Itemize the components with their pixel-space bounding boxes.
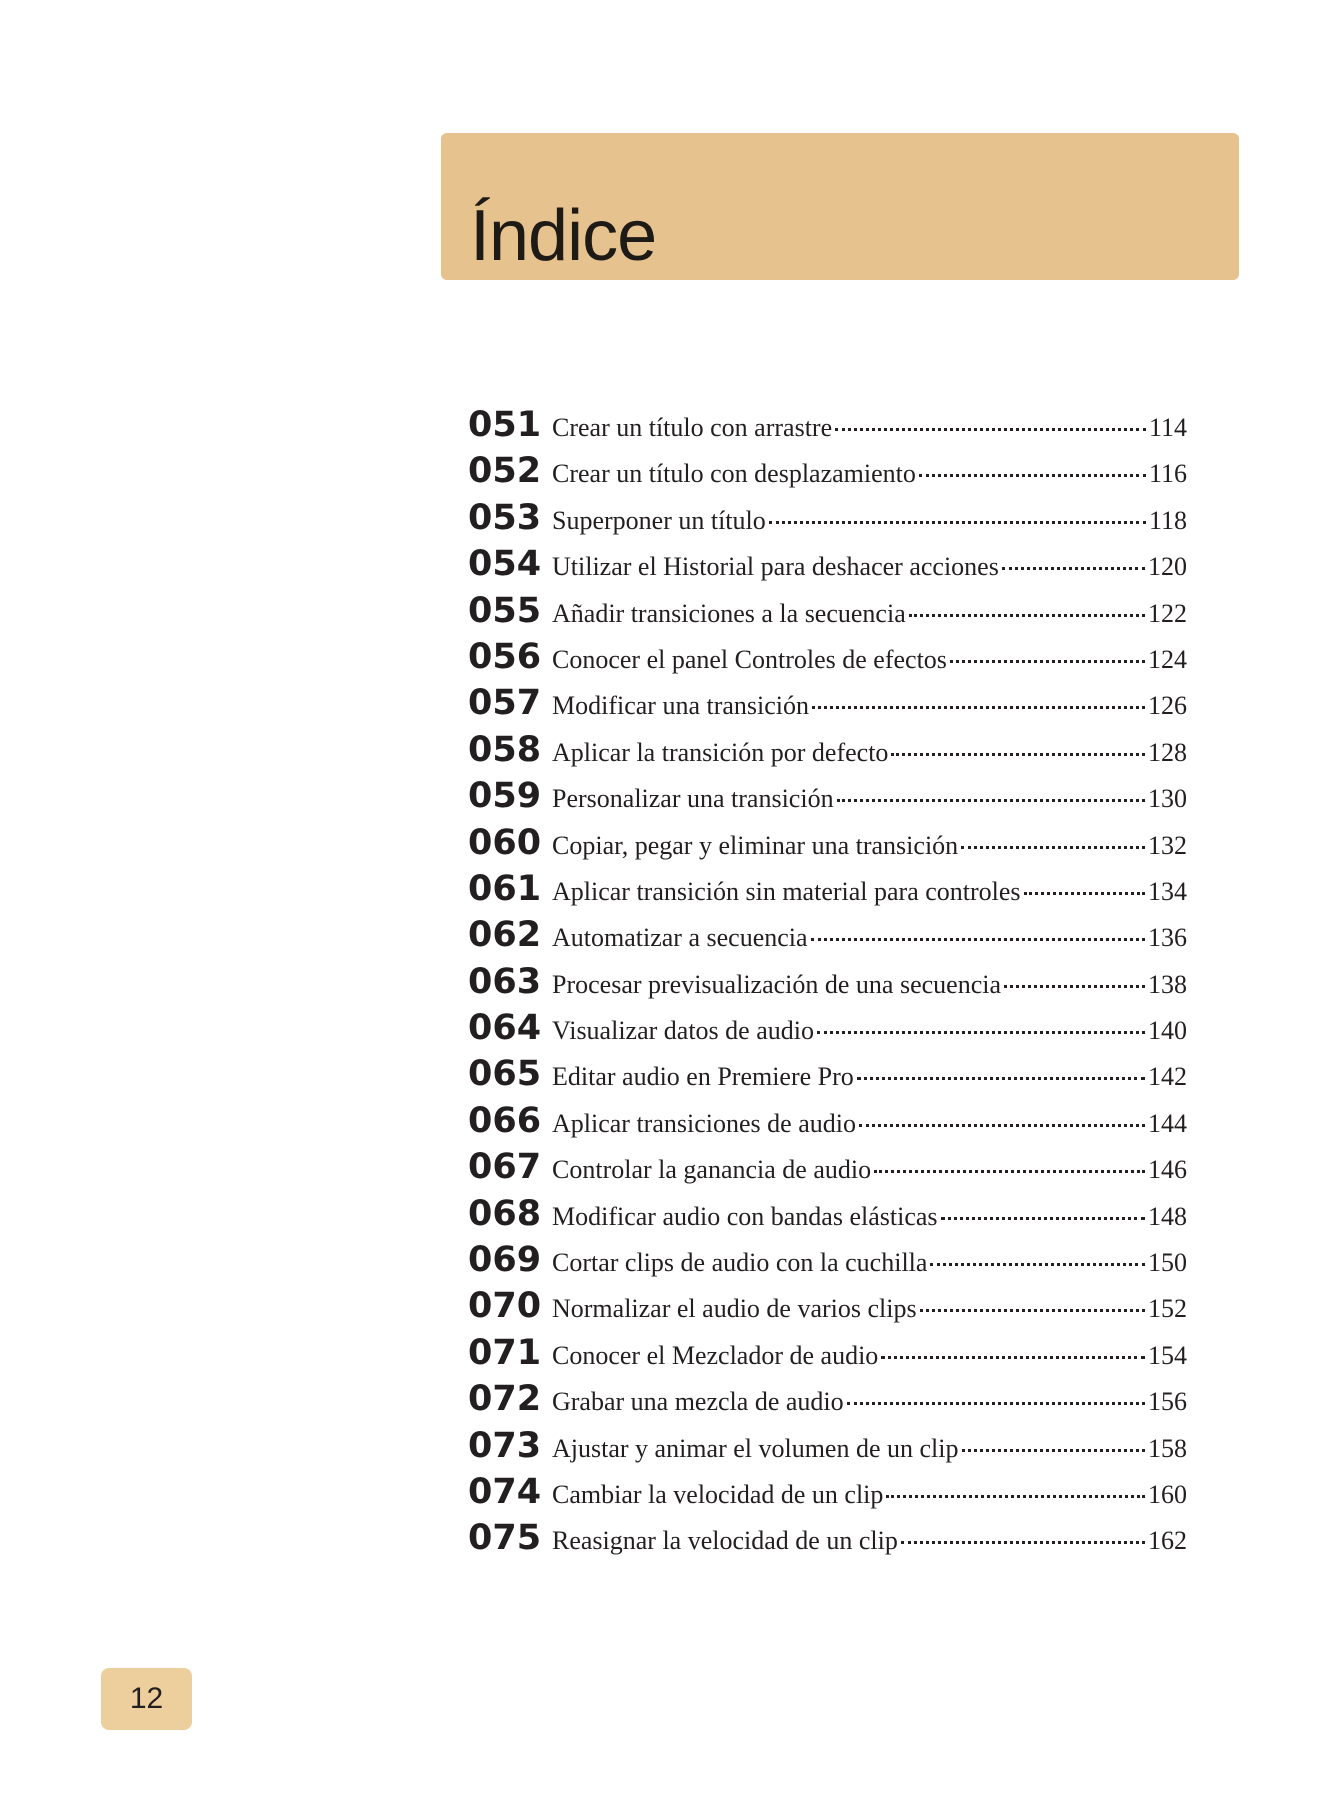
toc-entry-page: 154 xyxy=(1148,1340,1187,1370)
toc-entry-number: 058 xyxy=(468,729,542,770)
toc-entry-title: Automatizar a secuencia xyxy=(552,923,808,953)
toc-entry-number: 067 xyxy=(468,1147,542,1188)
toc-entry-number: 066 xyxy=(468,1100,542,1141)
table-of-contents xyxy=(468,405,1187,1565)
toc-entry-number: 055 xyxy=(468,590,542,631)
toc-entry-number: 071 xyxy=(468,1332,542,1373)
toc-dot-leader xyxy=(837,799,1145,802)
toc-dot-leader xyxy=(812,706,1145,709)
toc-entry-title: Conocer el panel Controles de efectos xyxy=(552,644,947,674)
toc-entry-title: Cambiar la velocidad de un clip xyxy=(552,1479,884,1509)
toc-entry-page: 156 xyxy=(1148,1387,1187,1417)
toc-entry-title: Añadir transiciones a la secuencia xyxy=(552,598,906,628)
toc-dot-leader xyxy=(961,846,1145,849)
toc-entry[interactable] xyxy=(468,637,1187,683)
toc-entry-page: 114 xyxy=(1148,413,1187,442)
toc-entry-page: 146 xyxy=(1148,1155,1187,1185)
toc-entry-number: 056 xyxy=(468,636,542,677)
toc-entry-title: Conocer el Mezclador de audio xyxy=(552,1340,879,1370)
toc-dot-leader xyxy=(886,1495,1145,1498)
toc-entry[interactable] xyxy=(468,451,1187,497)
toc-entry-title: Ajustar y animar el volumen de un clip xyxy=(552,1433,959,1463)
toc-entry-number: 060 xyxy=(468,822,542,863)
toc-entry[interactable] xyxy=(468,776,1187,822)
toc-entry-page: 118 xyxy=(1148,505,1187,535)
toc-entry[interactable] xyxy=(468,1008,1187,1054)
toc-entry[interactable] xyxy=(468,1147,1187,1193)
toc-entry[interactable] xyxy=(468,1286,1187,1332)
toc-entry-number: 075 xyxy=(468,1518,542,1559)
toc-entry-title: Modificar audio con bandas elásticas xyxy=(552,1201,938,1231)
toc-entry[interactable] xyxy=(468,1054,1187,1100)
toc-entry-number: 052 xyxy=(468,451,542,492)
toc-entry-number: 062 xyxy=(468,915,542,956)
toc-entry[interactable] xyxy=(468,1194,1187,1240)
toc-dot-leader xyxy=(962,1449,1145,1452)
toc-entry-number: 064 xyxy=(468,1008,542,1049)
toc-entry[interactable] xyxy=(468,683,1187,729)
toc-dot-leader xyxy=(1002,567,1145,570)
title-banner xyxy=(441,133,1239,280)
toc-entry-title: Aplicar transiciones de audio xyxy=(552,1108,856,1138)
toc-entry-page: 136 xyxy=(1148,923,1187,953)
toc-entry-page: 144 xyxy=(1148,1108,1187,1138)
toc-dot-leader xyxy=(817,1031,1145,1034)
toc-entry[interactable] xyxy=(468,730,1187,776)
toc-entry-number: 054 xyxy=(468,544,542,585)
page-title: Índice xyxy=(470,196,657,276)
toc-entry-title: Crear un título con arrastre xyxy=(552,413,833,442)
toc-entry[interactable] xyxy=(468,1426,1187,1472)
toc-entry-number: 059 xyxy=(468,776,542,817)
toc-entry-number: 072 xyxy=(468,1379,542,1420)
toc-dot-leader xyxy=(901,1541,1145,1544)
toc-dot-leader xyxy=(919,474,1146,477)
toc-entry-title: Controlar la ganancia de audio xyxy=(552,1155,872,1185)
toc-dot-leader xyxy=(1024,892,1145,895)
toc-entry-page: 126 xyxy=(1148,691,1187,721)
toc-entry[interactable] xyxy=(468,1518,1187,1564)
toc-dot-leader xyxy=(859,1124,1145,1127)
toc-entry[interactable] xyxy=(468,1240,1187,1286)
toc-dot-leader xyxy=(881,1356,1145,1359)
toc-entry[interactable] xyxy=(468,544,1187,590)
toc-entry-page: 140 xyxy=(1148,1016,1187,1046)
toc-entry-page: 128 xyxy=(1148,737,1187,767)
toc-entry-number: 057 xyxy=(468,683,542,724)
toc-entry-title: Procesar previsualización de una secuencia xyxy=(552,969,1002,999)
toc-entry-title: Visualizar datos de audio xyxy=(552,1016,814,1046)
toc-entry-number: 074 xyxy=(468,1471,542,1512)
toc-entry[interactable] xyxy=(468,962,1187,1008)
toc-entry-number: 073 xyxy=(468,1425,542,1466)
toc-entry-number: 051 xyxy=(468,405,542,445)
toc-dot-leader xyxy=(941,1217,1145,1220)
toc-entry-page: 132 xyxy=(1148,830,1187,860)
toc-dot-leader xyxy=(909,614,1145,617)
toc-entry-title: Copiar, pegar y eliminar una transición xyxy=(552,830,959,860)
toc-dot-leader xyxy=(835,428,1146,431)
toc-entry-number: 070 xyxy=(468,1286,542,1327)
toc-entry[interactable] xyxy=(468,498,1187,544)
toc-entry-title: Normalizar el audio de varios clips xyxy=(552,1294,917,1324)
toc-entry-page: 130 xyxy=(1148,784,1187,814)
toc-entry-page: 142 xyxy=(1148,1062,1187,1092)
toc-entry-page: 134 xyxy=(1148,876,1187,906)
toc-entry-title: Superponer un título xyxy=(552,505,766,535)
toc-entry-number: 061 xyxy=(468,868,542,909)
toc-entry-title: Personalizar una transición xyxy=(552,784,834,814)
toc-entry-title: Aplicar transición sin material para controles xyxy=(552,876,1021,906)
toc-entry-title: Modificar una transición xyxy=(552,691,810,721)
toc-entry[interactable] xyxy=(468,591,1187,637)
toc-entry-title: Crear un título con desplazamiento xyxy=(552,459,916,489)
toc-entry-title: Aplicar la transición por defecto xyxy=(552,737,889,767)
toc-dot-leader xyxy=(891,753,1145,756)
toc-entry-page: 158 xyxy=(1148,1433,1187,1463)
toc-entry-page: 162 xyxy=(1148,1526,1187,1556)
toc-entry[interactable] xyxy=(468,869,1187,915)
toc-dot-leader xyxy=(920,1309,1145,1312)
toc-entry-page: 138 xyxy=(1148,969,1187,999)
toc-entry-page: 152 xyxy=(1148,1294,1187,1324)
toc-entry[interactable] xyxy=(468,823,1187,869)
toc-entry-page: 120 xyxy=(1148,552,1187,582)
toc-dot-leader xyxy=(769,521,1146,524)
toc-dot-leader xyxy=(811,938,1145,941)
toc-dot-leader xyxy=(950,660,1145,663)
toc-dot-leader xyxy=(930,1263,1145,1266)
toc-entry-page: 124 xyxy=(1148,644,1187,674)
toc-entry-page: 150 xyxy=(1148,1248,1187,1278)
page-number-badge xyxy=(101,1668,192,1730)
toc-entry-number: 069 xyxy=(468,1240,542,1281)
toc-dot-leader xyxy=(847,1402,1145,1405)
toc-entry[interactable] xyxy=(468,1333,1187,1379)
toc-entry[interactable] xyxy=(468,1379,1187,1425)
toc-entry[interactable] xyxy=(468,405,1187,451)
toc-entry-number: 053 xyxy=(468,497,542,538)
toc-entry-number: 065 xyxy=(468,1054,542,1095)
toc-entry[interactable] xyxy=(468,915,1187,961)
toc-entry-page: 160 xyxy=(1148,1479,1187,1509)
toc-entry-number: 063 xyxy=(468,961,542,1002)
toc-entry-title: Reasignar la velocidad de un clip xyxy=(552,1526,898,1556)
toc-entry-number: 068 xyxy=(468,1193,542,1234)
page-number: 12 xyxy=(129,1682,164,1715)
toc-entry-page: 122 xyxy=(1148,598,1187,628)
toc-entry[interactable] xyxy=(468,1101,1187,1147)
toc-entry-title: Cortar clips de audio con la cuchilla xyxy=(552,1248,928,1278)
toc-entry-title: Grabar una mezcla de audio xyxy=(552,1387,844,1417)
toc-dot-leader xyxy=(874,1170,1145,1173)
toc-entry-title: Editar audio en Premiere Pro xyxy=(552,1062,854,1092)
toc-entry-title: Utilizar el Historial para deshacer acciones xyxy=(552,552,999,582)
toc-entry-page: 148 xyxy=(1148,1201,1187,1231)
toc-entry[interactable] xyxy=(468,1472,1187,1518)
toc-dot-leader xyxy=(1004,985,1145,988)
toc-entry-page: 116 xyxy=(1148,459,1187,489)
toc-dot-leader xyxy=(857,1077,1145,1080)
